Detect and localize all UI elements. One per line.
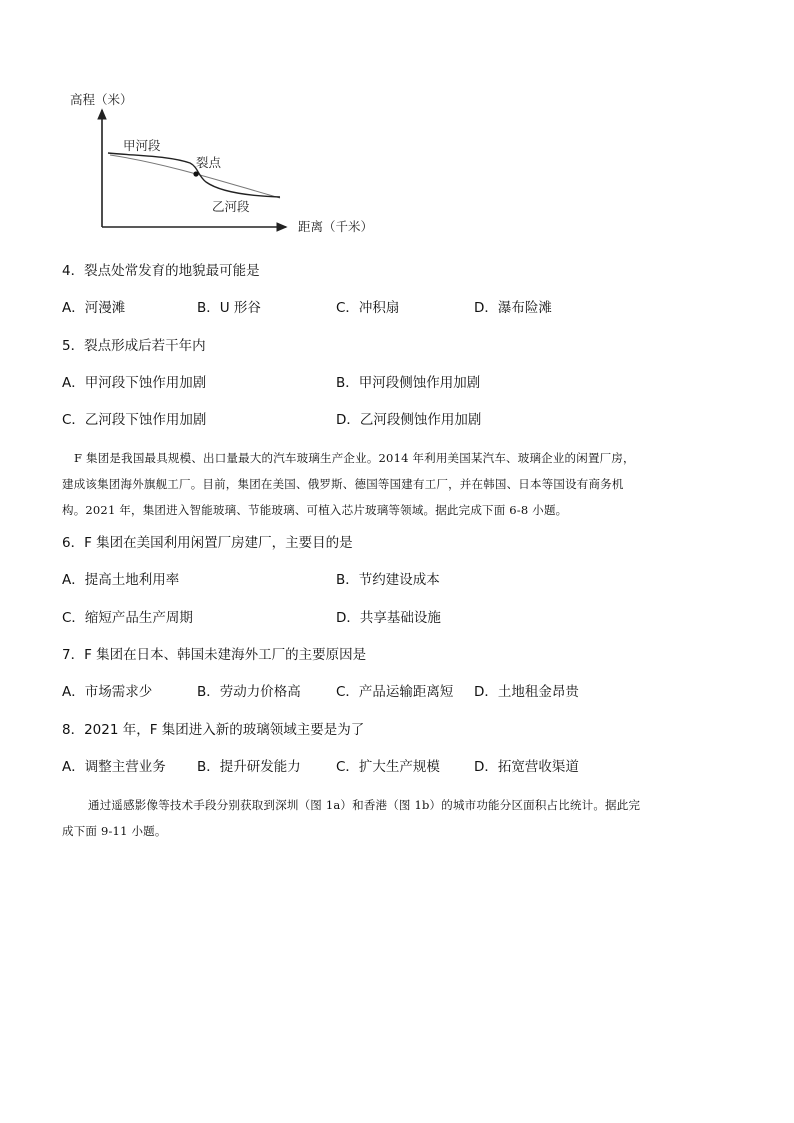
knickpoint-dot (193, 171, 198, 176)
question-6-option-d[interactable]: D．共享基础设施 (336, 610, 441, 626)
question-5-stem: 5．裂点形成后若干年内 (62, 338, 206, 354)
river-profile-figure (60, 86, 390, 246)
question-8-option-b[interactable]: B．提升研发能力 (197, 759, 301, 775)
question-6-option-b[interactable]: B．节约建设成本 (336, 572, 440, 588)
question-6-option-a[interactable]: A．提高土地利用率 (62, 572, 180, 588)
original-profile-line (110, 155, 280, 198)
question-4-option-c[interactable]: C．冲积扇 (336, 300, 400, 316)
y-axis-label: 高程（米） (70, 92, 133, 107)
question-7-option-b[interactable]: B．劳动力价格高 (197, 684, 301, 700)
question-8-option-d[interactable]: D．拓宽营收渠道 (474, 759, 579, 775)
question-8-option-c[interactable]: C．扩大生产规模 (336, 759, 440, 775)
passage-f-group-line: 构。2021 年，集团进入智能玻璃、节能玻璃、可植入芯片玻璃等领域。据此完成下面 6-8 小题。 (62, 503, 568, 517)
x-axis-label: 距离（千米） (298, 219, 374, 234)
question-7-stem: 7．F 集团在日本、韩国未建海外工厂的主要原因是 (62, 647, 367, 663)
question-6-stem: 6．F 集团在美国利用闲置厂房建厂，主要目的是 (62, 535, 353, 551)
question-8-option-a[interactable]: A．调整主营业务 (62, 759, 166, 775)
passage-f-group (62, 445, 734, 523)
knickpoint-label: 裂点 (196, 155, 222, 170)
passage-remote-sensing (62, 792, 734, 844)
question-5-option-c[interactable]: C．乙河段下蚀作用加剧 (62, 412, 207, 428)
question-4-option-d[interactable]: D．瀑布险滩 (474, 300, 552, 316)
passage-f-group-line: 建成该集团海外旗舰工厂。目前，集团在美国、俄罗斯、德国等国建有工厂，并在韩国、日本等国设有商务机 (62, 477, 624, 491)
question-4-option-a[interactable]: A．河漫滩 (62, 300, 126, 316)
question-5-option-d[interactable]: D．乙河段侧蚀作用加剧 (336, 412, 482, 428)
passage-remote-sensing-line: 通过遥感影像等技术手段分别获取到深圳（图 1a）和香港（图 1b）的城市功能分区面积占比统计。据此完 (88, 798, 641, 812)
passage-remote-sensing-line: 成下面 9-11 小题。 (62, 824, 167, 838)
segment-b-label: 乙河段 (212, 199, 250, 214)
question-7-option-c[interactable]: C．产品运输距离短 (336, 684, 454, 700)
question-5-option-a[interactable]: A．甲河段下蚀作用加剧 (62, 375, 207, 391)
passage-f-group-line: F 集团是我国最具规模、出口量最大的汽车玻璃生产企业。2014 年利用美国某汽车、玻璃企业的闲置厂房， (74, 451, 635, 465)
question-5-option-b[interactable]: B．甲河段侧蚀作用加剧 (336, 375, 481, 391)
question-7-option-a[interactable]: A．市场需求少 (62, 684, 153, 700)
question-6-option-c[interactable]: C．缩短产品生产周期 (62, 610, 193, 626)
segment-a-label: 甲河段 (123, 138, 161, 153)
question-4-stem: 4．裂点处常发育的地貌最可能是 (62, 263, 260, 279)
question-8-stem: 8．2021 年，F 集团进入新的玻璃领域主要是为了 (62, 722, 365, 738)
question-7-option-d[interactable]: D．土地租金昂贵 (474, 684, 579, 700)
question-4-option-b[interactable]: B．U 形谷 (197, 300, 261, 316)
